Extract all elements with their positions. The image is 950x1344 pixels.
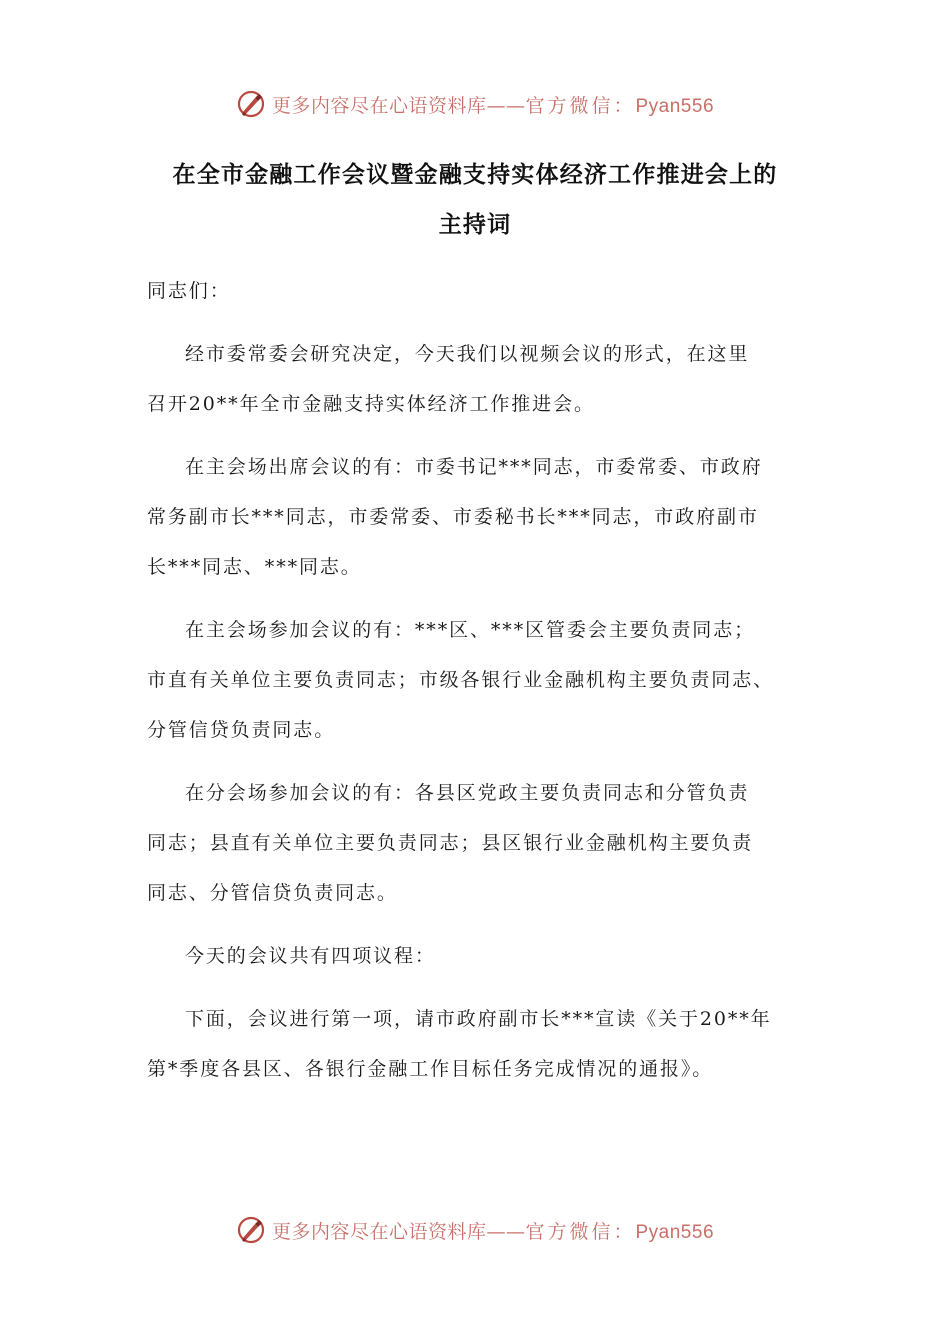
paragraph-6: 下面，会议进行第一项，请市政府副市长***宣读《关于20**年 第*季度各县区、各银行金融工作目标任务完成情况的通报》。 bbox=[147, 1008, 772, 1080]
paragraph-2: 在主会场出席会议的有：市委书记***同志，市委常委、市政府 常务副市长***同志，市委常委、市委秘书长***同志，市政府副市 长***同志、***同志。 bbox=[147, 456, 763, 578]
paragraph-1: 经市委常委会研究决定，今天我们以视频会议的形式，在这里 召开20**年全市金融支持实体经济工作推进会。 bbox=[147, 343, 750, 415]
watermark-text: 更多内容尽在心语资料库——官方微信：Pyan556 bbox=[271, 1220, 715, 1243]
paragraph-3: 在主会场参加会议的有：***区、***区管委会主要负责同志； 市直有关单位主要负责同志；市级各银行业金融机构主要负责同志、 分管信贷负责同志。 bbox=[147, 619, 775, 741]
paragraph-5: 今天的会议共有四项议程： bbox=[185, 945, 436, 967]
footer-watermark bbox=[0, 1210, 950, 1250]
document-title-line-1: 在全市金融工作会议暨金融支持实体经济工作推进会上的 bbox=[172, 162, 778, 188]
document-title-line-2: 主持词 bbox=[438, 212, 512, 238]
pen-nib-circle-icon bbox=[236, 89, 266, 119]
salutation: 同志们： bbox=[147, 280, 231, 302]
header-watermark bbox=[0, 84, 950, 124]
paragraph-4: 在分会场参加会议的有：各县区党政主要负责同志和分管负责 同志；县直有关单位主要负责同志；县区银行业金融机构主要负责 同志、分管信贷负责同志。 bbox=[147, 782, 754, 904]
watermark-text: 更多内容尽在心语资料库——官方微信：Pyan556 bbox=[271, 94, 715, 117]
pen-nib-circle-icon bbox=[236, 1215, 266, 1245]
document-body bbox=[147, 266, 807, 1107]
